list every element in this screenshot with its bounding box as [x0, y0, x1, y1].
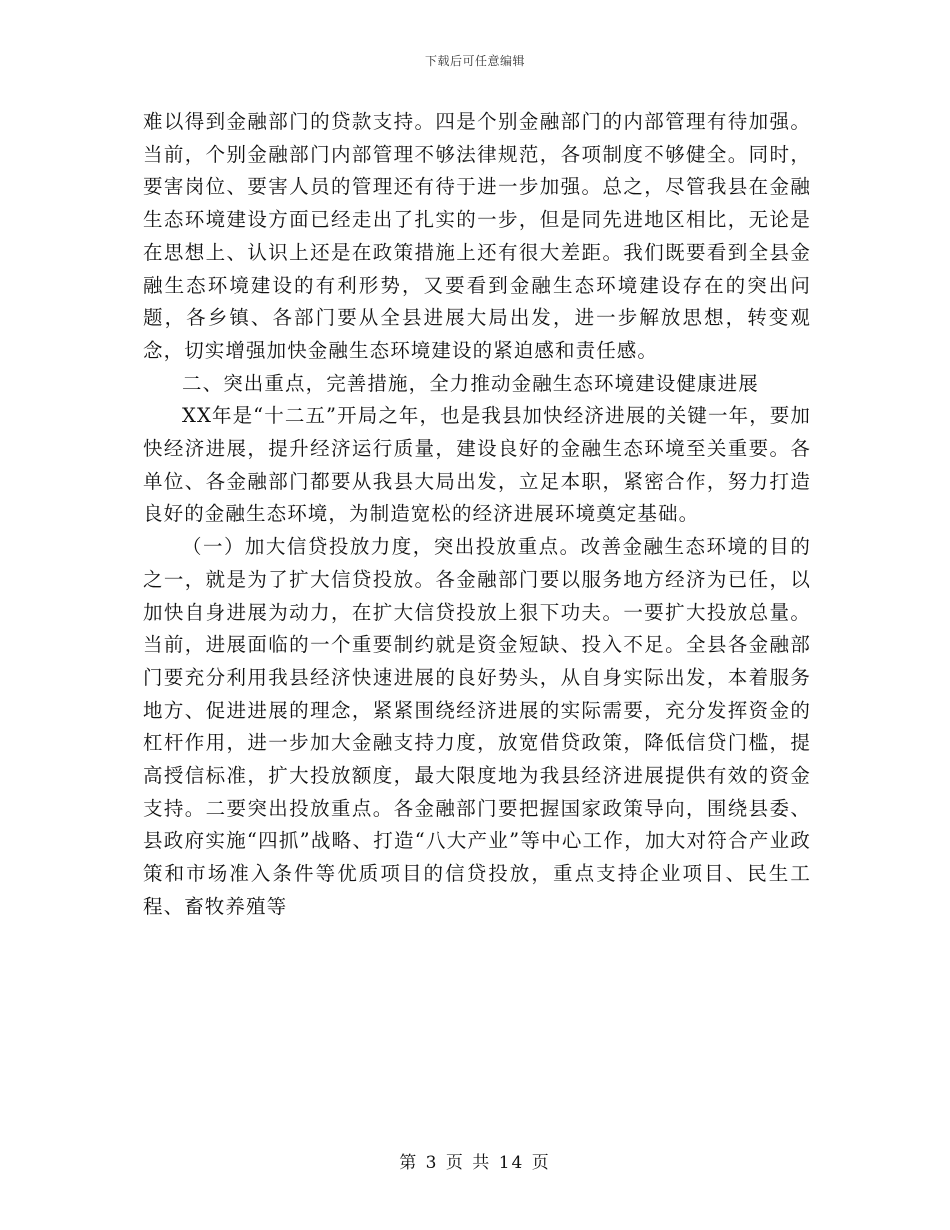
page-footer: 第 3 页 共 14 页	[399, 1153, 551, 1173]
paragraph-2: XX年是“十二五”开局之年，也是我县加快经济进展的关键一年，要加快经济进展，提升经济运行质量，建设良好的金融生态环境至关重要。各单位、各金融部门都要从我县大局出发，立足本职，紧密合作，努力打造良好的金融生态环境，为制造宽松的经济进展环境奠定基础。	[143, 404, 811, 526]
paragraph-1: 难以得到金融部门的贷款支持。四是个别金融部门的内部管理有待加强。当前，个别金融部门内部管理不够法律规范，各项制度不够健全。同时，要害岗位、要害人员的管理还有待于进一步加强。总之，尽管我县在金融生态环境建设方面已经走出了扎实的一步，但是同先进地区相比，无论是在思想上、认识上还是在政策措施上还有很大差距。我们既要看到全县金融生态环境建设的有利形势，又要看到金融生态环境建设存在的突出问题，各乡镇、各部门要从全县进展大局出发，进一步解放思想，转变观念，切实增强加快金融生态环境建设的紧迫感和责任感。	[143, 110, 811, 362]
paragraph-3: （一）加大信贷投放力度，突出投放重点。改善金融生态环境的目的之一，就是为了扩大信贷投放。各金融部门要以服务地方经济为已任，以加快自身进展为动力，在扩大信贷投放上狠下功夫。一要扩大投放总量。当前，进展面临的一个重要制约就是资金短缺、投入不足。全县各金融部门要充分利用我县经济快速进展的良好势头，从自身实际出发，本着服务地方、促进进展的理念，紧紧围绕经济进展的实际需要，充分发挥资金的杠杆作用，进一步加大金融支持力度，放宽借贷政策，降低信贷门槛，提高授信标准，扩大投放额度，最大限度地为我县经济进展提供有效的资金支持。二要突出投放重点。各金融部门要把握国家政策导向，围绕县委、县政府实施“四抓”战略、打造“八大产业”等中心工作，加大对符合产业政策和市场准入条件等优质项目的信贷投放，重点支持企业项目、民生工程、畜牧养殖等	[143, 535, 811, 918]
section-heading: 二、突出重点，完善措施，全力推动金融生态环境建设健康进展	[182, 371, 759, 395]
document-body	[143, 106, 811, 924]
page-header: 下载后可任意编辑	[424, 54, 525, 68]
